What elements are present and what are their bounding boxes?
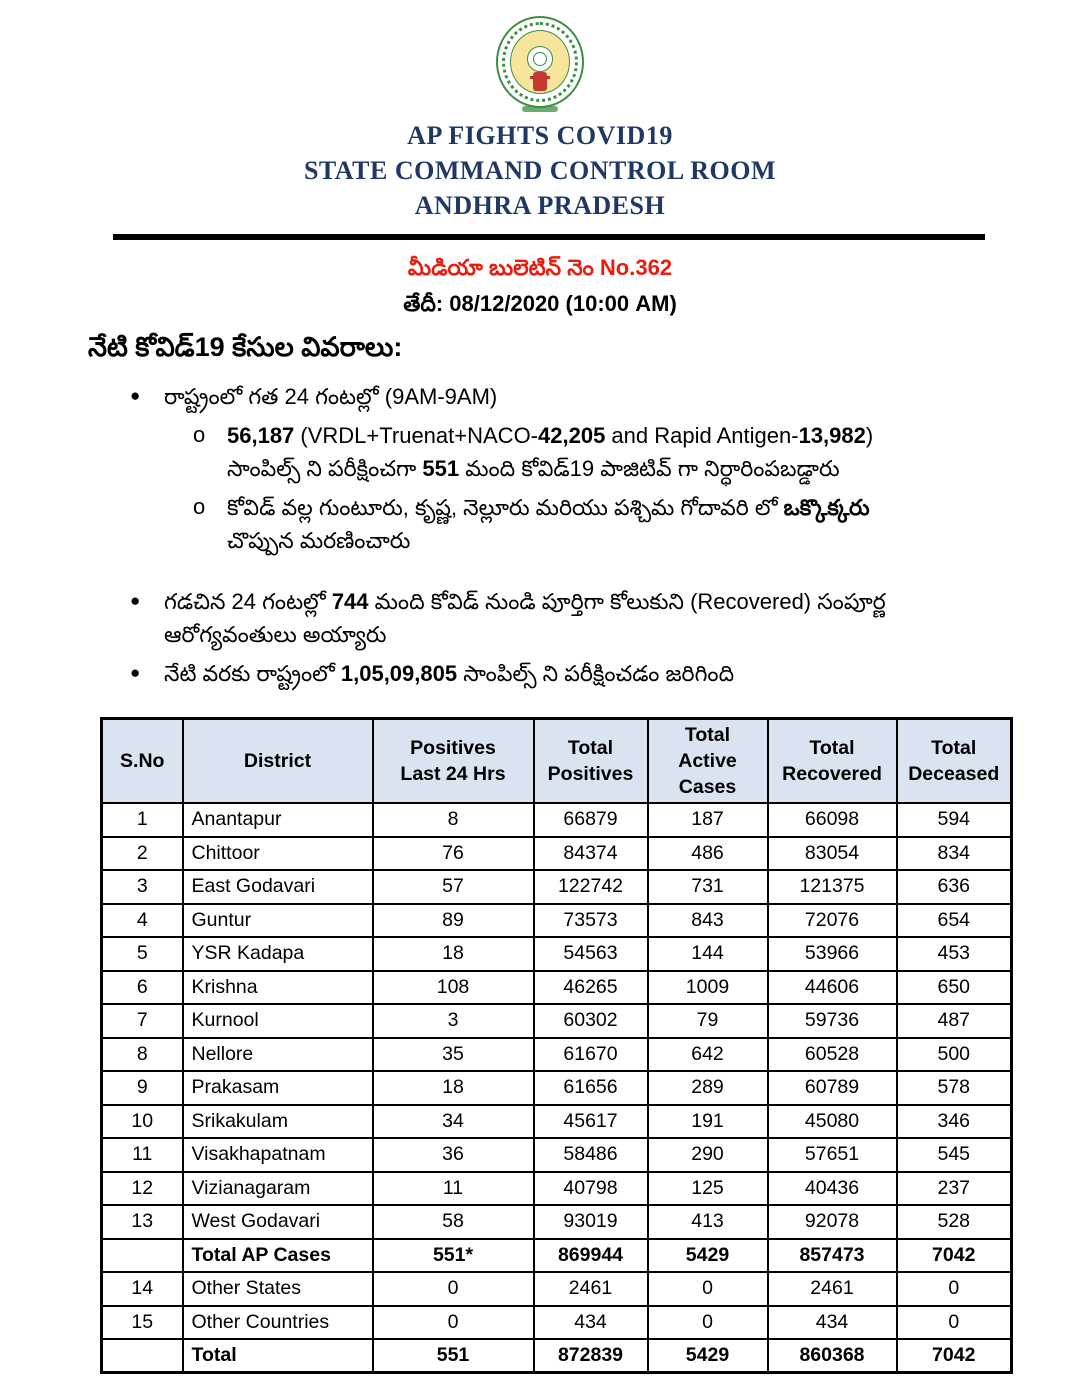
table-header-cell: Total Recovered [768, 719, 897, 804]
table-cell: Guntur [183, 904, 373, 938]
table-cell: 61656 [534, 1071, 648, 1105]
table-cell: 2461 [534, 1272, 648, 1306]
table-cell: 5 [102, 937, 183, 971]
table-cell: 869944 [534, 1239, 648, 1273]
table-cell: 2 [102, 837, 183, 871]
table-cell: 44606 [768, 971, 897, 1005]
bullet-text: గడచిన 24 గంటల్లో 744 మంది కోవిడ్ నుండి పూర్తిగా కోలుకుని (Recovered) సంపూర్ణ ఆరోగ్యవంతులు అయ్యారు [164, 589, 886, 647]
table-cell: 10 [102, 1105, 183, 1139]
table-cell: 5429 [648, 1239, 768, 1273]
table-cell: 11 [373, 1172, 534, 1206]
table-row [102, 837, 1012, 871]
table-cell: 290 [648, 1138, 768, 1172]
table-cell: 731 [648, 870, 768, 904]
table-cell: 0 [897, 1272, 1012, 1306]
table-cell: 578 [897, 1071, 1012, 1105]
table-cell: 642 [648, 1038, 768, 1072]
table-row [102, 1105, 1012, 1139]
table-cell: 2461 [768, 1272, 897, 1306]
table-cell: 3 [373, 1004, 534, 1038]
table-cell: East Godavari [183, 870, 373, 904]
table-row [102, 971, 1012, 1005]
section-heading: నేటి కోవిడ్19 కేసుల వివరాలు: [88, 332, 403, 362]
table-row [102, 1038, 1012, 1072]
table-cell [102, 1239, 183, 1273]
table-row [102, 870, 1012, 904]
andhra-pradesh-government-emblem-icon [494, 16, 586, 112]
table-cell: 66098 [768, 803, 897, 837]
bullet-list [0, 380, 1080, 690]
table-cell: 500 [897, 1038, 1012, 1072]
table-cell: 872839 [534, 1339, 648, 1373]
table-cell: Krishna [183, 971, 373, 1005]
bullet-item [130, 585, 1080, 651]
table-row [102, 1205, 1012, 1239]
table-cell: 66879 [534, 803, 648, 837]
table-cell: 636 [897, 870, 1012, 904]
table-cell: 0 [373, 1306, 534, 1340]
table-cell: 551 [373, 1339, 534, 1373]
table-cell: 18 [373, 937, 534, 971]
table-cell: 45617 [534, 1105, 648, 1139]
table-cell: 434 [768, 1306, 897, 1340]
table-cell: 434 [534, 1306, 648, 1340]
table-cell: Srikakulam [183, 1105, 373, 1139]
title-line-2: STATE COMMAND CONTROL ROOM [303, 156, 777, 185]
sub-bullet-item [193, 491, 1080, 557]
table-row [102, 937, 1012, 971]
table-header-cell: Positives Last 24 Hrs [373, 719, 534, 804]
table-cell: Kurnool [183, 1004, 373, 1038]
table-cell: 3 [102, 870, 183, 904]
table-cell: 191 [648, 1105, 768, 1139]
table-cell: 35 [373, 1038, 534, 1072]
table-cell: 13 [102, 1205, 183, 1239]
table-cell: 453 [897, 937, 1012, 971]
table-cell: 14 [102, 1272, 183, 1306]
table-header-cell: District [183, 719, 373, 804]
table-cell: 1 [102, 803, 183, 837]
table-cell: 15 [102, 1306, 183, 1340]
table-cell: 834 [897, 837, 1012, 871]
table-cell: 7042 [897, 1239, 1012, 1273]
table-cell: 12 [102, 1172, 183, 1206]
table-cell: 18 [373, 1071, 534, 1105]
table-header-cell: Total Positives [534, 719, 648, 804]
table-cell: 0 [897, 1306, 1012, 1340]
table-cell: Anantapur [183, 803, 373, 837]
bulletin-number: మీడియా బులెటిన్ నెం No.362 [407, 255, 673, 280]
table-cell: 5429 [648, 1339, 768, 1373]
table-cell: 57651 [768, 1138, 897, 1172]
table-cell: 545 [897, 1138, 1012, 1172]
table-cell: 7 [102, 1004, 183, 1038]
table-cell: 121375 [768, 870, 897, 904]
table-cell: 0 [648, 1306, 768, 1340]
bullet-marker-icon: ● [130, 663, 141, 682]
table-cell: 187 [648, 803, 768, 837]
table-cell: 57 [373, 870, 534, 904]
header-divider-rule [113, 234, 985, 240]
table-cell: 551* [373, 1239, 534, 1273]
table-cell: 36 [373, 1138, 534, 1172]
table-cell: 53966 [768, 937, 897, 971]
table-cell: 857473 [768, 1239, 897, 1273]
table-cell: 650 [897, 971, 1012, 1005]
table-cell: 8 [373, 803, 534, 837]
table-header-row [102, 719, 1012, 804]
bullet-item [130, 380, 1080, 413]
table-cell: 1009 [648, 971, 768, 1005]
table-cell: 486 [648, 837, 768, 871]
table-cell: 84374 [534, 837, 648, 871]
table-cell: 654 [897, 904, 1012, 938]
table-cell: 11 [102, 1138, 183, 1172]
ashoka-pillar-icon [533, 72, 547, 91]
table-cell: 46265 [534, 971, 648, 1005]
table-cell: Total AP Cases [183, 1239, 373, 1273]
table-cell: 34 [373, 1105, 534, 1139]
table-cell: 0 [648, 1272, 768, 1306]
table-cell: 83054 [768, 837, 897, 871]
table-row [102, 1239, 1012, 1273]
bullet-text: నేటి వరకు రాష్ట్రంలో 1,05,09,805 సాంపిల్స్ ని పరీక్షించడం జరిగింది [164, 661, 735, 686]
table-row [102, 1138, 1012, 1172]
table-cell: 61670 [534, 1038, 648, 1072]
table-cell: 45080 [768, 1105, 897, 1139]
sub-bullet-item [193, 419, 1080, 485]
table-cell: 528 [897, 1205, 1012, 1239]
table-row [102, 1172, 1012, 1206]
bullet-marker-icon: ● [130, 591, 141, 610]
table-cell: 860368 [768, 1339, 897, 1373]
title-line-1: AP FIGHTS COVID19 [407, 121, 673, 150]
table-cell: Vizianagaram [183, 1172, 373, 1206]
table-cell: Nellore [183, 1038, 373, 1072]
district-covid-table [100, 717, 1013, 1374]
table-cell: 40436 [768, 1172, 897, 1206]
table-cell: 144 [648, 937, 768, 971]
table-cell: 79 [648, 1004, 768, 1038]
bullet-text: రాష్ట్రంలో గత 24 గంటల్లో (9AM-9AM) [164, 384, 498, 409]
table-row [102, 1339, 1012, 1373]
bulletin-date: తేదీ: 08/12/2020 (10:00 AM) [403, 291, 677, 316]
title-line-3: ANDHRA PRADESH [414, 191, 666, 220]
table-cell: 59736 [768, 1004, 897, 1038]
table-cell: 6 [102, 971, 183, 1005]
table-header-cell: S.No [102, 719, 183, 804]
table-cell [102, 1339, 183, 1373]
bullet-marker-icon: ● [130, 386, 141, 405]
bullet-text: 56,187 (VRDL+Truenat+NACO-42,205 and Rapid Antigen-13,982) సాంపిల్స్ ని పరీక్షించగా 551 మంది కోవిడ్19 పాజిటివ్ గా నిర్ధారింపబడ్డారు [227, 423, 874, 481]
table-cell: 413 [648, 1205, 768, 1239]
table-cell: West Godavari [183, 1205, 373, 1239]
table-cell: 237 [897, 1172, 1012, 1206]
table-row [102, 1306, 1012, 1340]
sub-bullet-marker-icon: o [193, 494, 206, 519]
table-cell: 58486 [534, 1138, 648, 1172]
table-cell: 89 [373, 904, 534, 938]
table-cell: 9 [102, 1071, 183, 1105]
table-cell: 40798 [534, 1172, 648, 1206]
bullet-text: కోవిడ్ వల్ల గుంటూరు, కృష్ణ, నెల్లూరు మరియు పశ్చిమ గోదావరి లో ఒక్కొక్కరు చొప్పున మరణించారు [227, 495, 870, 553]
table-cell: 7042 [897, 1339, 1012, 1373]
emblem-banner [522, 106, 558, 112]
table-cell: 93019 [534, 1205, 648, 1239]
header-titles [0, 118, 1080, 223]
sub-bullet-marker-icon: o [193, 422, 206, 447]
table-row [102, 1272, 1012, 1306]
table-cell: 0 [373, 1272, 534, 1306]
table-cell: 76 [373, 837, 534, 871]
table-cell: 8 [102, 1038, 183, 1072]
table-cell: 60302 [534, 1004, 648, 1038]
emblem-center-seal [527, 46, 553, 72]
table-cell: 122742 [534, 870, 648, 904]
table-header-cell: Total Active Cases [648, 719, 768, 804]
table-cell: Prakasam [183, 1071, 373, 1105]
table-cell: Other States [183, 1272, 373, 1306]
table-cell: 54563 [534, 937, 648, 971]
table-cell: 4 [102, 904, 183, 938]
table-cell: 73573 [534, 904, 648, 938]
table-cell: Other Countries [183, 1306, 373, 1340]
table-cell: 125 [648, 1172, 768, 1206]
table-row [102, 1004, 1012, 1038]
table-row [102, 803, 1012, 837]
table-cell: Chittoor [183, 837, 373, 871]
table-cell: 72076 [768, 904, 897, 938]
table-cell: 60789 [768, 1071, 897, 1105]
table-row [102, 904, 1012, 938]
table-cell: Total [183, 1339, 373, 1373]
table-cell: 58 [373, 1205, 534, 1239]
bullet-item [130, 657, 1080, 690]
table-cell: Visakhapatnam [183, 1138, 373, 1172]
table-header-cell: Total Deceased [897, 719, 1012, 804]
table-cell: 60528 [768, 1038, 897, 1072]
table-row [102, 1071, 1012, 1105]
table-cell: 92078 [768, 1205, 897, 1239]
table-cell: 289 [648, 1071, 768, 1105]
table-cell: 487 [897, 1004, 1012, 1038]
table-cell: 108 [373, 971, 534, 1005]
table-cell: 346 [897, 1105, 1012, 1139]
table-cell: 594 [897, 803, 1012, 837]
table-cell: 843 [648, 904, 768, 938]
table-cell: YSR Kadapa [183, 937, 373, 971]
